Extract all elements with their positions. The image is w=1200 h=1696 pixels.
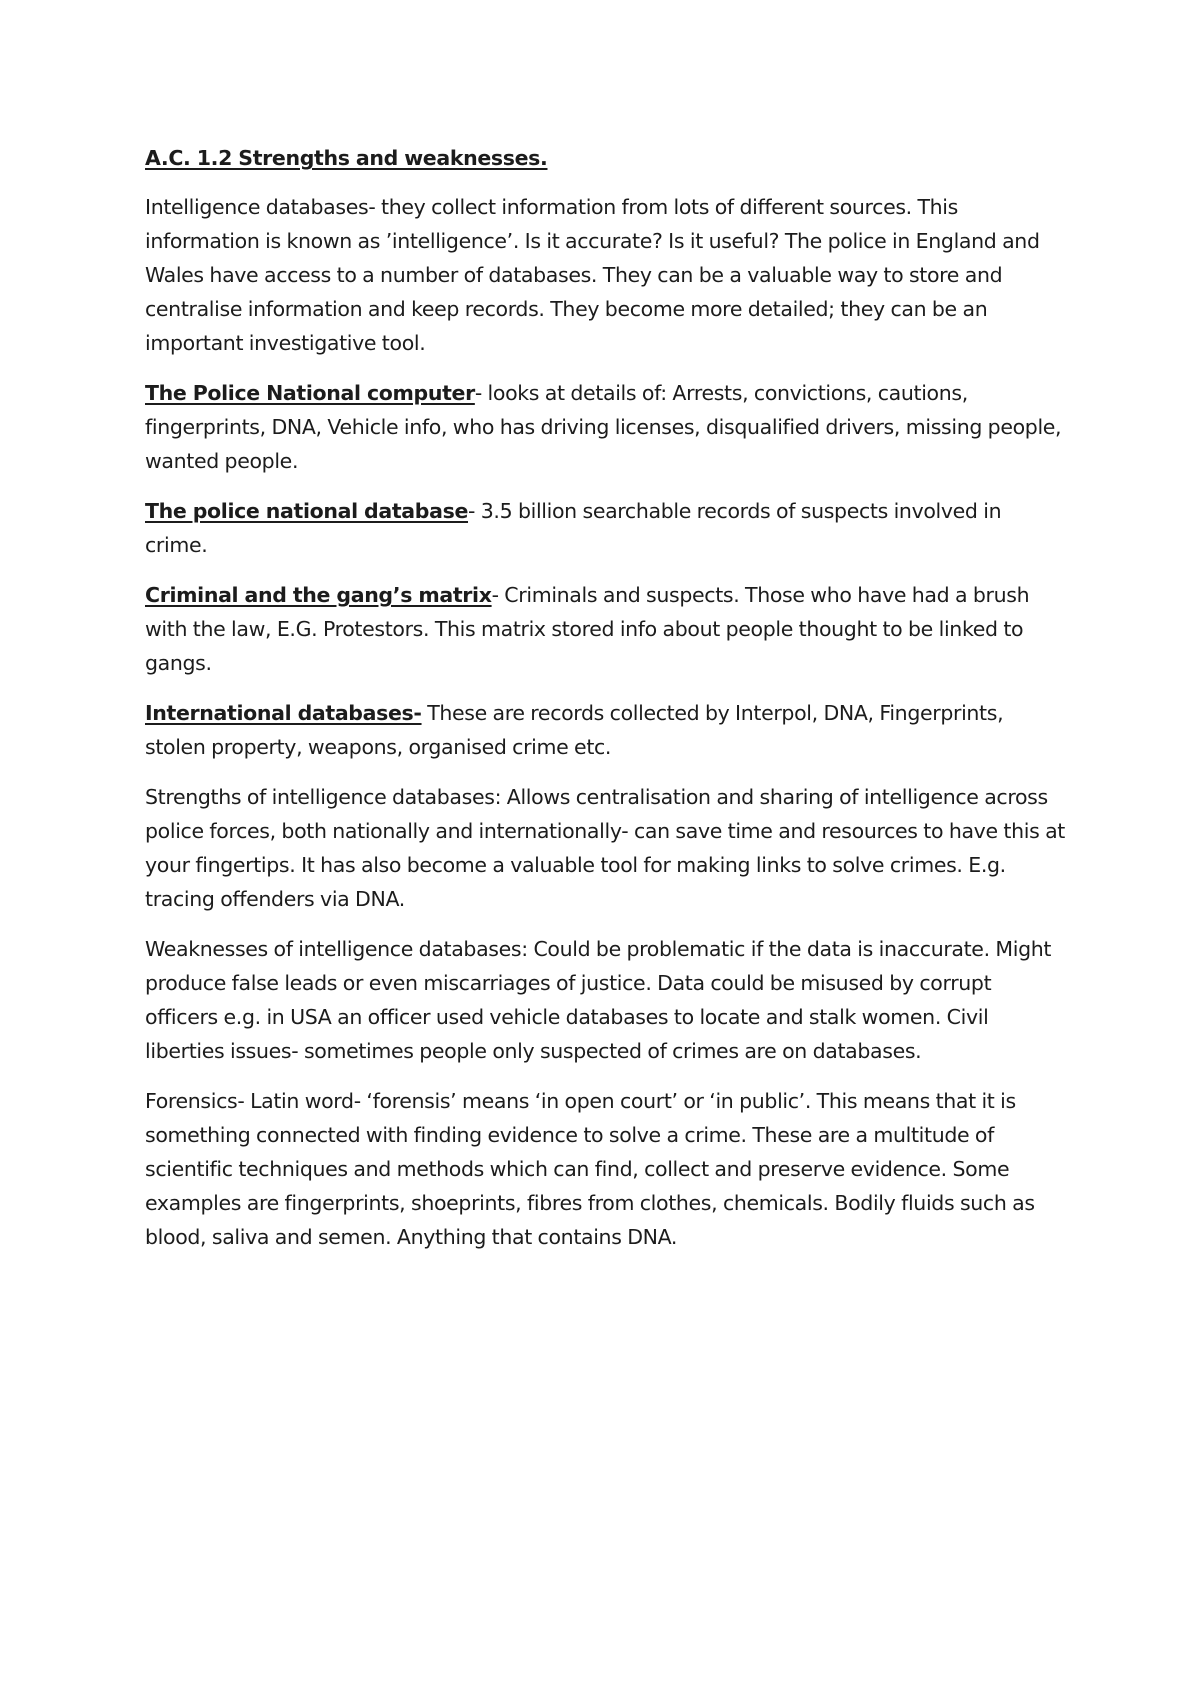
section-heading: Criminal and the gang’s matrix [145,583,492,607]
police-national-computer-paragraph [145,376,1065,478]
intro-paragraph: Intelligence databases- they collect information from lots of different sources. This information is known as ’intelligence’. Is it accurate? Is it useful? The police in England and Wales have access to a number of databases. They can be a valuable way to store and centralise information and keep records. They become more detailed; they can be an important investigative tool. [145,195,1040,355]
document-title: A.C. 1.2 Strengths and weaknesses. [145,146,548,170]
document-body [145,141,1065,1270]
section-text: - 3.5 billion searchable records of suspects involved in crime. [145,499,1002,557]
section-heading: The Police National computer [145,381,475,405]
document-title-paragraph [145,141,1065,175]
section-text: - Criminals and suspects. Those who have had a brush with the law, E.G. Protestors. This matrix stored info about people thought to be linked to gangs. [145,583,1030,675]
police-national-database-paragraph [145,494,1065,562]
weaknesses-paragraph: Weaknesses of intelligence databases: Could be problematic if the data is inaccurate. Might produce false leads or even miscarriages of justice. Data could be misused by corrupt officers e.g. in USA an officer used vehicle databases to locate and stalk women. Civil liberties issues- sometimes people only suspected of crimes are on databases. [145,937,1052,1063]
section-text: These are records collected by Interpol, DNA, Fingerprints, stolen property, weapons, organised crime etc. [145,701,1004,759]
international-databases-paragraph [145,696,1065,764]
section-heading: International databases- [145,701,422,725]
section-text: - looks at details of: Arrests, convictions, cautions, fingerprints, DNA, Vehicle info, who has driving licenses, disqualified drivers, missing people, wanted people. [145,381,1062,473]
section-heading: The police national database [145,499,469,523]
forensics-paragraph: Forensics- Latin word- ‘forensis’ means ‘in open court’ or ‘in public’. This means that it is something connected with finding evidence to solve a crime. These are a multitude of scientific techniques and methods which can find, collect and preserve evidence. Some examples are fingerprints, shoeprints, fibres from clothes, chemicals. Bodily fluids such as blood, saliva and semen. Anything that contains DNA. [145,1089,1035,1249]
gangs-matrix-paragraph [145,578,1065,680]
strengths-paragraph: Strengths of intelligence databases: Allows centralisation and sharing of intelligence across police forces, both nationally and internationally- can save time and resources to have this at your fingertips. It has also become a valuable tool for making links to solve crimes. E.g. tracing offenders via DNA. [145,785,1065,911]
